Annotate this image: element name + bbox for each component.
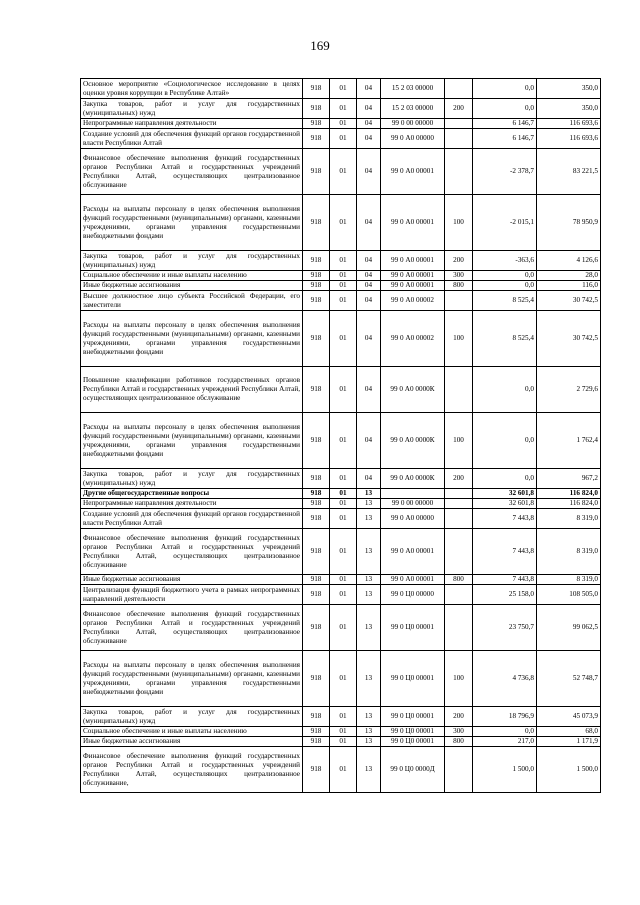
table-row bbox=[81, 291, 601, 311]
cell-section: 01 bbox=[330, 651, 357, 707]
cell-target-article: 99 0 А0 00001 bbox=[381, 271, 445, 281]
cell-amount-change: 25 158,0 bbox=[473, 585, 537, 605]
table-row bbox=[81, 529, 601, 575]
cell-expense-type bbox=[445, 585, 473, 605]
cell-target-article: 99 0 А0 00001 bbox=[381, 251, 445, 271]
cell-amount-change: 0,0 bbox=[473, 271, 537, 281]
cell-expense-type: 800 bbox=[445, 737, 473, 747]
cell-section: 01 bbox=[330, 469, 357, 489]
table-row bbox=[81, 737, 601, 747]
cell-subsection: 13 bbox=[357, 707, 381, 727]
cell-subsection: 04 bbox=[357, 149, 381, 195]
cell-section: 01 bbox=[330, 195, 357, 251]
cell-amount-total: 108 505,0 bbox=[537, 585, 601, 605]
cell-name: Закупка товаров, работ и услуг для государственных (муниципальных) нужд bbox=[81, 707, 303, 727]
cell-expense-type: 200 bbox=[445, 707, 473, 727]
cell-section: 01 bbox=[330, 509, 357, 529]
cell-amount-change: 7 443,8 bbox=[473, 509, 537, 529]
cell-target-article: 99 0 А0 00001 bbox=[381, 195, 445, 251]
cell-section: 01 bbox=[330, 129, 357, 149]
cell-expense-type: 300 bbox=[445, 271, 473, 281]
cell-grbs: 918 bbox=[303, 651, 330, 707]
cell-grbs: 918 bbox=[303, 367, 330, 413]
cell-amount-total: 78 950,9 bbox=[537, 195, 601, 251]
cell-subsection: 13 bbox=[357, 585, 381, 605]
cell-subsection: 13 bbox=[357, 651, 381, 707]
cell-name: Основное мероприятие «Социологическое исследование в целях оценки уровня коррупции в Республике Алтай» bbox=[81, 79, 303, 99]
cell-subsection: 04 bbox=[357, 281, 381, 291]
table-row bbox=[81, 575, 601, 585]
cell-amount-total: 116 824,0 bbox=[537, 499, 601, 509]
cell-grbs: 918 bbox=[303, 605, 330, 651]
cell-amount-total: 116,0 bbox=[537, 281, 601, 291]
cell-target-article: 99 0 00 00000 bbox=[381, 499, 445, 509]
cell-name: Расходы на выплаты персоналу в целях обеспечения выполнения функций государственными (муниципальными) органами, казенными учреждениями, органами управления государственными внебюджетными фондами bbox=[81, 651, 303, 707]
cell-expense-type bbox=[445, 489, 473, 499]
table-row bbox=[81, 585, 601, 605]
table-row bbox=[81, 707, 601, 727]
cell-amount-total: 1 171,9 bbox=[537, 737, 601, 747]
cell-section: 01 bbox=[330, 727, 357, 737]
cell-subsection: 04 bbox=[357, 367, 381, 413]
table-row bbox=[81, 281, 601, 291]
table-row bbox=[81, 499, 601, 509]
cell-amount-change: 0,0 bbox=[473, 367, 537, 413]
cell-amount-change: 23 750,7 bbox=[473, 605, 537, 651]
cell-name: Расходы на выплаты персоналу в целях обеспечения выполнения функций государственными (муниципальными) органами, казенными учреждениями, органами управления государственными внебюджетными фондами bbox=[81, 195, 303, 251]
table-row bbox=[81, 129, 601, 149]
cell-name: Высшее должностное лицо субъекта Российской Федерации, его заместители bbox=[81, 291, 303, 311]
cell-expense-type bbox=[445, 747, 473, 793]
cell-section: 01 bbox=[330, 575, 357, 585]
cell-amount-total: 99 062,5 bbox=[537, 605, 601, 651]
cell-target-article: 99 0 А0 00001 bbox=[381, 149, 445, 195]
cell-expense-type bbox=[445, 129, 473, 149]
cell-amount-change: -2 015,1 bbox=[473, 195, 537, 251]
cell-amount-total: 967,2 bbox=[537, 469, 601, 489]
cell-expense-type bbox=[445, 499, 473, 509]
cell-name: Иные бюджетные ассигнования bbox=[81, 737, 303, 747]
cell-target-article: 15 2 03 00000 bbox=[381, 99, 445, 119]
cell-amount-change: 0,0 bbox=[473, 281, 537, 291]
cell-amount-change: 8 525,4 bbox=[473, 291, 537, 311]
cell-amount-change: 0,0 bbox=[473, 727, 537, 737]
cell-section: 01 bbox=[330, 707, 357, 727]
cell-subsection: 04 bbox=[357, 469, 381, 489]
cell-target-article: 99 0 А0 00001 bbox=[381, 529, 445, 575]
cell-section: 01 bbox=[330, 119, 357, 129]
cell-target-article: 99 0 00 00000 bbox=[381, 119, 445, 129]
cell-expense-type: 100 bbox=[445, 413, 473, 469]
cell-subsection: 04 bbox=[357, 119, 381, 129]
cell-amount-total: 1 500,0 bbox=[537, 747, 601, 793]
cell-target-article: 99 0 А0 0000К bbox=[381, 469, 445, 489]
cell-expense-type: 100 bbox=[445, 651, 473, 707]
cell-section: 01 bbox=[330, 529, 357, 575]
table-row bbox=[81, 367, 601, 413]
cell-amount-total: 116 693,6 bbox=[537, 119, 601, 129]
cell-name: Иные бюджетные ассигнования bbox=[81, 281, 303, 291]
cell-section: 01 bbox=[330, 99, 357, 119]
cell-amount-change: 6 146,7 bbox=[473, 119, 537, 129]
cell-expense-type bbox=[445, 291, 473, 311]
cell-amount-total: 116 693,6 bbox=[537, 129, 601, 149]
cell-section: 01 bbox=[330, 291, 357, 311]
cell-name: Закупка товаров, работ и услуг для государственных (муниципальных) нужд bbox=[81, 99, 303, 119]
cell-section: 01 bbox=[330, 413, 357, 469]
cell-subsection: 04 bbox=[357, 413, 381, 469]
cell-target-article: 99 0 А0 0000К bbox=[381, 413, 445, 469]
cell-target-article: 99 0 А0 0000К bbox=[381, 367, 445, 413]
cell-amount-change: 0,0 bbox=[473, 413, 537, 469]
cell-expense-type bbox=[445, 605, 473, 651]
cell-expense-type: 800 bbox=[445, 281, 473, 291]
cell-expense-type bbox=[445, 367, 473, 413]
cell-amount-change: 32 601,8 bbox=[473, 499, 537, 509]
cell-subsection: 13 bbox=[357, 737, 381, 747]
cell-amount-total: 68,0 bbox=[537, 727, 601, 737]
cell-subsection: 13 bbox=[357, 489, 381, 499]
cell-expense-type: 800 bbox=[445, 575, 473, 585]
cell-grbs: 918 bbox=[303, 79, 330, 99]
cell-section: 01 bbox=[330, 747, 357, 793]
cell-target-article: 99 0 А0 00001 bbox=[381, 281, 445, 291]
cell-target-article: 99 0 Ц0 00001 bbox=[381, 605, 445, 651]
cell-target-article: 99 0 Ц0 00001 bbox=[381, 651, 445, 707]
cell-name: Расходы на выплаты персоналу в целях обеспечения выполнения функций государственными (муниципальными) органами, казенными учреждениями, органами управления государственными внебюджетными фондами bbox=[81, 311, 303, 367]
cell-section: 01 bbox=[330, 489, 357, 499]
cell-grbs: 918 bbox=[303, 737, 330, 747]
cell-amount-total: 2 729,6 bbox=[537, 367, 601, 413]
cell-subsection: 04 bbox=[357, 271, 381, 281]
table-row bbox=[81, 99, 601, 119]
table-row bbox=[81, 149, 601, 195]
cell-section: 01 bbox=[330, 311, 357, 367]
cell-grbs: 918 bbox=[303, 575, 330, 585]
cell-name: Закупка товаров, работ и услуг для государственных (муниципальных) нужд bbox=[81, 251, 303, 271]
cell-section: 01 bbox=[330, 251, 357, 271]
cell-name: Непрограммные направления деятельности bbox=[81, 499, 303, 509]
table-row bbox=[81, 605, 601, 651]
cell-target-article: 99 0 Ц0 0000Д bbox=[381, 747, 445, 793]
cell-expense-type: 100 bbox=[445, 311, 473, 367]
cell-amount-change: -363,6 bbox=[473, 251, 537, 271]
table-row bbox=[81, 509, 601, 529]
cell-amount-change: 1 500,0 bbox=[473, 747, 537, 793]
table-row bbox=[81, 413, 601, 469]
cell-subsection: 13 bbox=[357, 529, 381, 575]
cell-subsection: 13 bbox=[357, 727, 381, 737]
cell-section: 01 bbox=[330, 149, 357, 195]
cell-expense-type: 200 bbox=[445, 99, 473, 119]
cell-amount-total: 83 221,5 bbox=[537, 149, 601, 195]
cell-expense-type bbox=[445, 149, 473, 195]
cell-expense-type bbox=[445, 119, 473, 129]
cell-amount-total: 350,0 bbox=[537, 79, 601, 99]
cell-subsection: 04 bbox=[357, 195, 381, 251]
cell-section: 01 bbox=[330, 585, 357, 605]
cell-grbs: 918 bbox=[303, 489, 330, 499]
cell-section: 01 bbox=[330, 367, 357, 413]
cell-subsection: 04 bbox=[357, 251, 381, 271]
table-row bbox=[81, 727, 601, 737]
cell-name: Создание условий для обеспечения функций органов государственной власти Республики Алтай bbox=[81, 509, 303, 529]
cell-target-article: 99 0 Ц0 00001 bbox=[381, 707, 445, 727]
table-row bbox=[81, 195, 601, 251]
cell-subsection: 04 bbox=[357, 129, 381, 149]
table-row bbox=[81, 271, 601, 281]
cell-amount-change: 217,0 bbox=[473, 737, 537, 747]
cell-section: 01 bbox=[330, 499, 357, 509]
cell-amount-total: 8 319,0 bbox=[537, 575, 601, 585]
cell-subsection: 04 bbox=[357, 99, 381, 119]
cell-amount-change: 7 443,8 bbox=[473, 575, 537, 585]
cell-section: 01 bbox=[330, 281, 357, 291]
cell-grbs: 918 bbox=[303, 509, 330, 529]
cell-subsection: 13 bbox=[357, 509, 381, 529]
cell-amount-change: 0,0 bbox=[473, 469, 537, 489]
cell-amount-change: 32 601,8 bbox=[473, 489, 537, 499]
cell-target-article: 99 0 А0 00002 bbox=[381, 291, 445, 311]
cell-target-article: 99 0 А0 00000 bbox=[381, 129, 445, 149]
cell-subsection: 13 bbox=[357, 499, 381, 509]
cell-target-article: 99 0 А0 00002 bbox=[381, 311, 445, 367]
cell-section: 01 bbox=[330, 79, 357, 99]
table-row bbox=[81, 119, 601, 129]
cell-expense-type bbox=[445, 79, 473, 99]
page-number: 169 bbox=[310, 38, 330, 53]
table-row bbox=[81, 489, 601, 499]
cell-name: Создание условий для обеспечения функций органов государственной власти Республики Алтай bbox=[81, 129, 303, 149]
cell-expense-type bbox=[445, 529, 473, 575]
cell-amount-total: 4 126,6 bbox=[537, 251, 601, 271]
cell-grbs: 918 bbox=[303, 311, 330, 367]
cell-subsection: 13 bbox=[357, 605, 381, 651]
cell-name: Централизация функций бюджетного учета в рамках непрограммных направлений деятельности bbox=[81, 585, 303, 605]
cell-grbs: 918 bbox=[303, 529, 330, 575]
table-row bbox=[81, 651, 601, 707]
cell-amount-total: 1 762,4 bbox=[537, 413, 601, 469]
cell-amount-total: 30 742,5 bbox=[537, 291, 601, 311]
cell-grbs: 918 bbox=[303, 251, 330, 271]
table-row bbox=[81, 747, 601, 793]
cell-amount-total: 116 824,0 bbox=[537, 489, 601, 499]
cell-section: 01 bbox=[330, 271, 357, 281]
cell-amount-total: 28,0 bbox=[537, 271, 601, 281]
table-row bbox=[81, 311, 601, 367]
cell-grbs: 918 bbox=[303, 129, 330, 149]
cell-grbs: 918 bbox=[303, 99, 330, 119]
cell-section: 01 bbox=[330, 737, 357, 747]
cell-name: Закупка товаров, работ и услуг для государственных (муниципальных) нужд bbox=[81, 469, 303, 489]
cell-subsection: 04 bbox=[357, 79, 381, 99]
cell-name: Непрограммные направления деятельности bbox=[81, 119, 303, 129]
cell-amount-total: 45 073,9 bbox=[537, 707, 601, 727]
cell-amount-change: -2 378,7 bbox=[473, 149, 537, 195]
cell-amount-total: 350,0 bbox=[537, 99, 601, 119]
cell-grbs: 918 bbox=[303, 149, 330, 195]
cell-amount-total: 52 748,7 bbox=[537, 651, 601, 707]
cell-subsection: 13 bbox=[357, 575, 381, 585]
cell-grbs: 918 bbox=[303, 585, 330, 605]
cell-amount-change: 6 146,7 bbox=[473, 129, 537, 149]
cell-name: Финансовое обеспечение выполнения функций государственных органов Республики Алтай и государственных учреждений Республики Алтай, осуществляющих централизованное обслуживание bbox=[81, 529, 303, 575]
table-row bbox=[81, 469, 601, 489]
cell-name: Финансовое обеспечение выполнения функций государственных органов Республики Алтай и государственных учреждений Республики Алтай, осуществляющих централизованное обслуживание, bbox=[81, 747, 303, 793]
cell-amount-change: 7 443,8 bbox=[473, 529, 537, 575]
cell-subsection: 04 bbox=[357, 311, 381, 367]
cell-name: Иные бюджетные ассигнования bbox=[81, 575, 303, 585]
cell-name: Другие общегосударственные вопросы bbox=[81, 489, 303, 499]
cell-grbs: 918 bbox=[303, 469, 330, 489]
cell-subsection: 13 bbox=[357, 747, 381, 793]
cell-grbs: 918 bbox=[303, 195, 330, 251]
cell-target-article: 99 0 Ц0 00000 bbox=[381, 585, 445, 605]
table-row bbox=[81, 251, 601, 271]
cell-target-article: 99 0 Ц0 00001 bbox=[381, 727, 445, 737]
cell-grbs: 918 bbox=[303, 291, 330, 311]
cell-target-article: 99 0 Ц0 00001 bbox=[381, 737, 445, 747]
cell-grbs: 918 bbox=[303, 499, 330, 509]
cell-amount-change: 18 796,9 bbox=[473, 707, 537, 727]
cell-expense-type: 200 bbox=[445, 251, 473, 271]
cell-target-article: 15 2 03 00000 bbox=[381, 79, 445, 99]
cell-expense-type: 100 bbox=[445, 195, 473, 251]
cell-amount-change: 0,0 bbox=[473, 79, 537, 99]
cell-grbs: 918 bbox=[303, 119, 330, 129]
cell-expense-type: 300 bbox=[445, 727, 473, 737]
cell-amount-change: 4 736,8 bbox=[473, 651, 537, 707]
cell-expense-type: 200 bbox=[445, 469, 473, 489]
cell-name: Социальное обеспечение и иные выплаты населению bbox=[81, 271, 303, 281]
table-row bbox=[81, 79, 601, 99]
cell-name: Финансовое обеспечение выполнения функций государственных органов Республики Алтай и государственных учреждений Республики Алтай, осуществляющих централизованное обслуживание bbox=[81, 605, 303, 651]
cell-target-article: 99 0 А0 00000 bbox=[381, 509, 445, 529]
cell-grbs: 918 bbox=[303, 271, 330, 281]
cell-target-article bbox=[381, 489, 445, 499]
cell-amount-total: 8 319,0 bbox=[537, 509, 601, 529]
cell-name: Финансовое обеспечение выполнения функций государственных органов Республики Алтай и государственных учреждений Республики Алтай, осуществляющих централизованное обслуживание bbox=[81, 149, 303, 195]
cell-name: Расходы на выплаты персоналу в целях обеспечения выполнения функций государственными (муниципальными) органами, казенными учреждениями, органами управления государственными внебюджетными фондами bbox=[81, 413, 303, 469]
cell-name: Социальное обеспечение и иные выплаты населению bbox=[81, 727, 303, 737]
cell-grbs: 918 bbox=[303, 727, 330, 737]
cell-target-article: 99 0 А0 00001 bbox=[381, 575, 445, 585]
cell-grbs: 918 bbox=[303, 747, 330, 793]
cell-subsection: 04 bbox=[357, 291, 381, 311]
cell-expense-type bbox=[445, 509, 473, 529]
cell-name: Повышение квалификации работников государственных органов Республики Алтай и государственных учреждений Республики Алтай, осуществляющих централизованное обслуживание bbox=[81, 367, 303, 413]
budget-table bbox=[80, 78, 601, 793]
cell-grbs: 918 bbox=[303, 707, 330, 727]
cell-amount-change: 8 525,4 bbox=[473, 311, 537, 367]
cell-grbs: 918 bbox=[303, 281, 330, 291]
cell-amount-change: 0,0 bbox=[473, 99, 537, 119]
cell-section: 01 bbox=[330, 605, 357, 651]
cell-amount-total: 8 319,0 bbox=[537, 529, 601, 575]
cell-grbs: 918 bbox=[303, 413, 330, 469]
cell-amount-total: 30 742,5 bbox=[537, 311, 601, 367]
